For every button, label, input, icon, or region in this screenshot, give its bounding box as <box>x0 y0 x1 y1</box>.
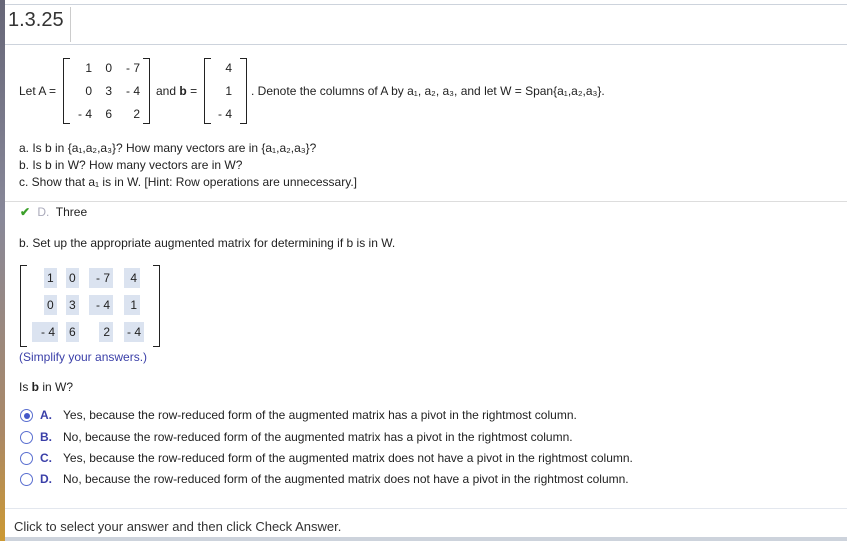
top-divider <box>5 4 847 5</box>
matrix-entry-input[interactable]: - 4 <box>89 295 113 315</box>
answer-option-d[interactable] <box>20 472 720 488</box>
prev-answer-text: Three <box>55 205 88 219</box>
vector-cell: 4 <box>225 61 232 75</box>
part-b-prompt: b. Set up the appropriate augmented matrix for determining if b is in W. <box>19 236 396 250</box>
aug-left-bracket <box>20 265 27 347</box>
matrix-cell: 6 <box>105 107 112 121</box>
option-text: No, because the row-reduced form of the augmented matrix has a pivot in the rightmost column. <box>63 430 573 444</box>
and-text: and <box>156 84 177 98</box>
equals: = <box>190 84 198 98</box>
matrix-entry-input[interactable]: 2 <box>99 322 113 342</box>
option-letter: B. <box>40 430 52 444</box>
footer-border <box>5 537 847 541</box>
option-letter: A. <box>40 408 52 422</box>
radio-button[interactable] <box>20 431 33 444</box>
matrix-cell: 0 <box>105 61 112 75</box>
vector-cell: - 4 <box>217 107 232 121</box>
aug-right-bracket <box>153 265 160 347</box>
and-b-label <box>156 84 197 98</box>
radio-button[interactable] <box>20 409 33 422</box>
matrix-cell: 2 <box>133 107 140 121</box>
matrix-cell: - 4 <box>125 84 140 98</box>
problem-number: 1.3.25 <box>8 9 64 31</box>
radio-button[interactable] <box>20 473 33 486</box>
vector-b-right-bracket <box>240 58 247 124</box>
check-icon: ✔ <box>20 205 31 219</box>
matrix-entry-input[interactable]: 4 <box>124 268 140 288</box>
matrix-cell: 0 <box>85 84 92 98</box>
vector-b-left-bracket <box>204 58 211 124</box>
radio-button[interactable] <box>20 452 33 465</box>
matrix-entry-input[interactable]: 1 <box>124 295 140 315</box>
question-a: a. Is b in {a₁,a₂,a₃}? How many vectors are in {a₁,a₂,a₃}? <box>19 141 317 155</box>
answer-option-a[interactable] <box>20 408 720 424</box>
matrix-a-left-bracket <box>63 58 70 124</box>
matrix-cell: 1 <box>85 61 92 75</box>
vector-cell: 1 <box>225 84 232 98</box>
divider <box>5 201 847 202</box>
matrix-entry-input[interactable]: 0 <box>44 295 57 315</box>
denote-text: . Denote the columns of A by a₁, a₂, a₃, and let W = Span{a₁,a₂,a₃}. <box>251 84 605 98</box>
option-text: Yes, because the row-reduced form of the augmented matrix does not have a pivot in the rightmost column. <box>63 451 633 465</box>
matrix-entry-input[interactable]: - 4 <box>32 322 58 342</box>
option-text: Yes, because the row-reduced form of the augmented matrix has a pivot in the rightmost column. <box>63 408 577 422</box>
matrix-entry-input[interactable]: - 4 <box>124 322 144 342</box>
question-c: c. Show that a₁ is in W. [Hint: Row operations are unnecessary.] <box>19 175 357 189</box>
matrix-entry-input[interactable]: 6 <box>66 322 79 342</box>
option-letter: D. <box>40 472 52 486</box>
matrix-entry-input[interactable]: 3 <box>66 295 79 315</box>
answer-option-c[interactable] <box>20 451 720 467</box>
let-a-label: Let A = <box>19 84 57 98</box>
b-bold: b <box>179 84 187 98</box>
matrix-entry-input[interactable]: 0 <box>66 268 79 288</box>
matrix-entry-input[interactable]: - 7 <box>89 268 113 288</box>
previous-answer <box>20 205 87 219</box>
matrix-entry-input[interactable]: 1 <box>44 268 57 288</box>
question-is-b-in-w: Is b in W? <box>19 380 74 394</box>
option-text: No, because the row-reduced form of the augmented matrix does not have a pivot in the rightmost column. <box>63 472 629 486</box>
matrix-cell: - 4 <box>77 107 92 121</box>
question-b: b. Is b in W? How many vectors are in W? <box>19 158 243 172</box>
answer-option-b[interactable] <box>20 430 720 446</box>
prev-answer-letter: D. <box>37 205 50 219</box>
matrix-cell: - 7 <box>125 61 140 75</box>
header-divider <box>5 44 847 45</box>
matrix-a-right-bracket <box>143 58 150 124</box>
matrix-cell: 3 <box>105 84 112 98</box>
footer-instruction: Click to select your answer and then click Check Answer. <box>14 519 342 534</box>
simplify-note: (Simplify your answers.) <box>19 350 148 364</box>
option-letter: C. <box>40 451 52 465</box>
desktop-edge <box>0 0 5 541</box>
